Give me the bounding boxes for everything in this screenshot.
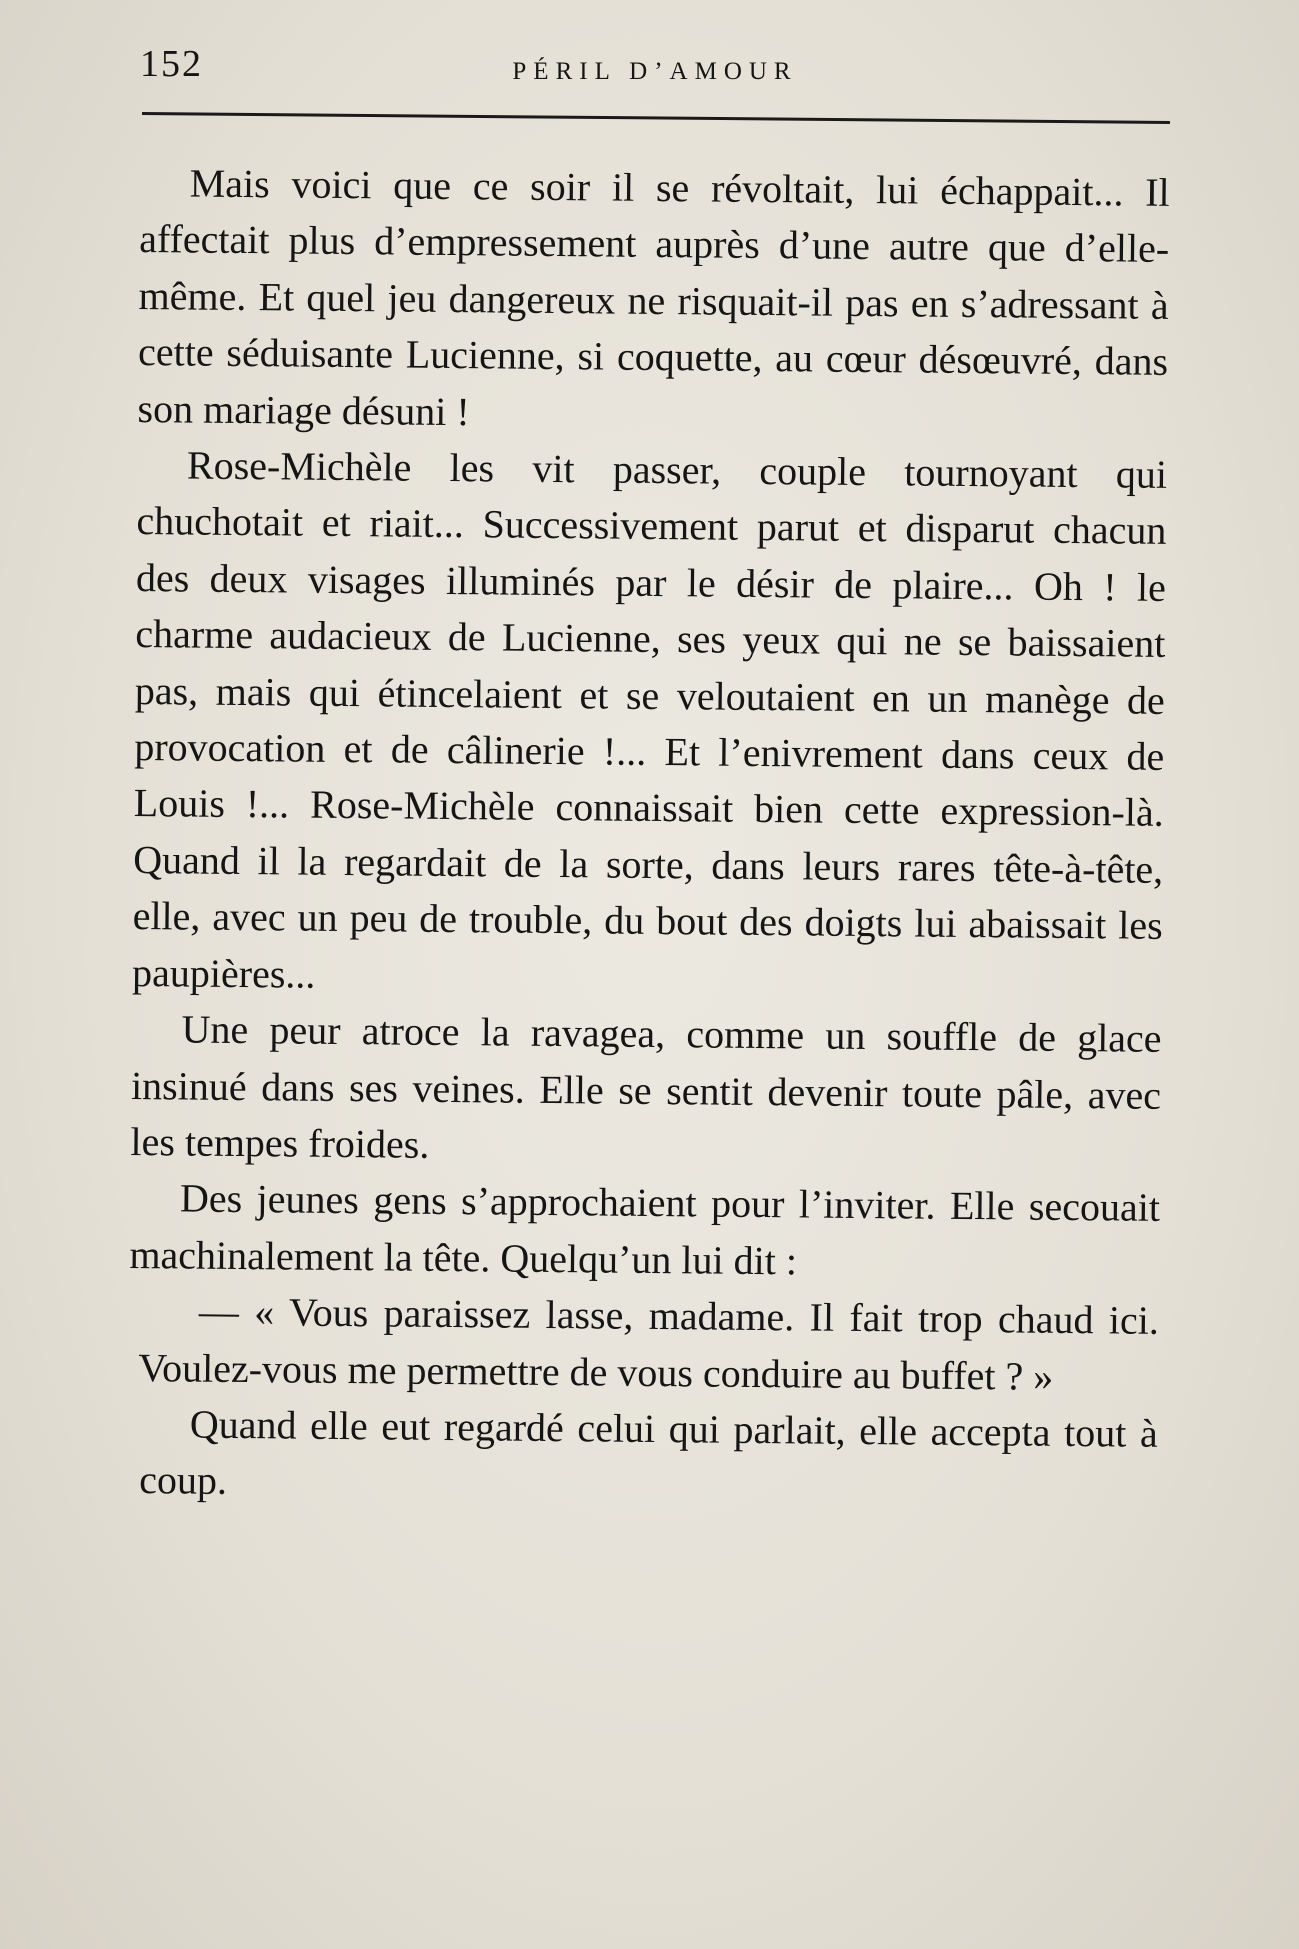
header-rule — [142, 112, 1170, 124]
page-number: 152 — [140, 43, 203, 85]
running-title: PÉRIL D’AMOUR — [512, 58, 798, 85]
paragraph: Quand elle eut regardé celui qui parlait, elle accepta tout à coup. — [139, 1401, 1158, 1504]
paragraph: Des jeunes gens s’approchaient pour l’inviter. Elle secouait machinalement la tête. Quelqu’un lui dit : — [129, 1175, 1161, 1284]
paragraph: Mais voici que ce soir il se révoltait, lui échappait... Il affectait plus d’empressement auprès d’une autre que d’elle-même. Et quel jeu dangereux ne risquait-il pas en s’adressant à cette séduisante Lucienne, si coquette, au cœur désœuvré, dans son mariage désuni ! — [137, 160, 1170, 434]
body-text — [127, 155, 1170, 1519]
dialogue-paragraph: — « Vous paraissez lasse, madame. Il fait trop chaud ici. Voulez-vous me permettre de vous conduire au buffet ? » — [138, 1288, 1160, 1399]
paragraph: Une peur atroce la ravagea, comme un souffle de glace insinué dans ses veines. Elle se sentit devenir toute pâle, avec les tempes froides. — [130, 1006, 1162, 1167]
paragraph: Rose-Michèle les vit passer, couple tournoyant qui chuchotait et riait... Successivement parut et disparut chacun des deux visages illuminés par le désir de plaire... Oh ! le charme audacieux de Lucienne, ses yeux qui ne se baissaient pas, mais qui étincelaient et se veloutaient en un manège de provocation et de câlinerie !... Et l’enivrement dans ceux de Louis !... Rose-Michèle connaissait bien cette expression-là. Quand il la regardait de la sorte, dans leurs rares tête-à-tête, elle, avec un peu de trouble, du bout des doigts lui abaissait les paupières... — [131, 442, 1168, 997]
page-header — [140, 42, 1170, 92]
